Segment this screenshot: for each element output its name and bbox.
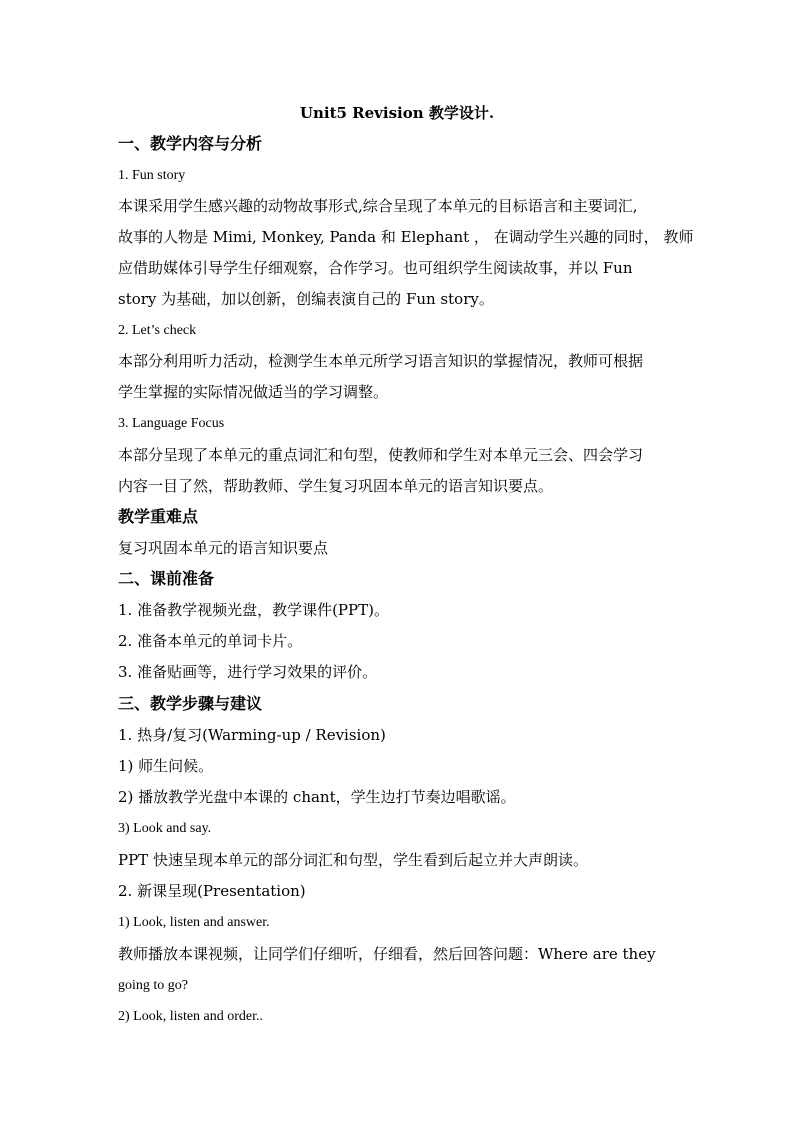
preparation-item: 2. 准备本单元的单词卡片。 [118, 632, 303, 650]
step-warming-up-label: 1. 热身/复习(Warming-up / Revision) [118, 726, 386, 744]
section-heading-teaching-steps: 三、教学步骤与建议 [118, 694, 263, 713]
fun-story-paragraph-line: 故事的人物是 Mimi, Monkey, Panda 和 Elephant ， 在调动学生兴趣的同时， 教师 [118, 228, 694, 246]
fun-story-label: 1. Fun story [118, 168, 186, 183]
lets-check-label: 2. Let’s check [118, 323, 197, 338]
fun-story-paragraph-line: story 为基础，加以创新，创编表演自己的 Fun story。 [118, 290, 494, 308]
lets-check-paragraph-line: 本部分利用听力活动，检测学生本单元所学习语言知识的掌握情况，教师可根据 [118, 352, 644, 370]
step-presentation-label: 2. 新课呈现(Presentation) [118, 882, 306, 900]
fun-story-paragraph-line: 本课采用学生感兴趣的动物故事形式,综合呈现了本单元的目标语言和主要词汇, [118, 197, 638, 215]
step-item: 3) Look and say. [118, 821, 212, 836]
language-focus-paragraph-line: 本部分呈现了本单元的重点词汇和句型，使教师和学生对本单元三会、四会学习 [118, 446, 644, 464]
preparation-item: 1. 准备教学视频光盘，教学课件(PPT)。 [118, 601, 389, 619]
lets-check-paragraph-line: 学生掌握的实际情况做适当的学习调整。 [118, 383, 389, 401]
language-focus-label: 3. Language Focus [118, 416, 225, 431]
step-item: 2) Look, listen and order.. [118, 1009, 264, 1024]
step-item-text: going to go? [118, 978, 188, 993]
key-points-text: 复习巩固本单元的语言知识要点 [118, 539, 329, 557]
step-item: 1) 师生问候。 [118, 757, 214, 775]
language-focus-paragraph-line: 内容一目了然，帮助教师、学生复习巩固本单元的语言知识要点。 [118, 477, 554, 495]
document-title: Unit5 Revision 教学设计. [299, 104, 495, 122]
section-heading-content-analysis: 一、教学内容与分析 [118, 134, 263, 153]
step-item-text: 教师播放本课视频，让同学们仔细听，仔细看，然后回答问题：Where are they [118, 945, 656, 963]
section-heading-preparation: 二、课前准备 [118, 569, 215, 588]
key-points-heading: 教学重难点 [118, 507, 199, 526]
step-item: 1) Look, listen and answer. [118, 915, 270, 930]
step-item: 2) 播放教学光盘中本课的 chant，学生边打节奏边唱歌谣。 [118, 788, 516, 806]
fun-story-paragraph-line: 应借助媒体引导学生仔细观察，合作学习。也可组织学生阅读故事，并以 Fun [118, 259, 633, 277]
preparation-item: 3. 准备贴画等，进行学习效果的评价。 [118, 663, 378, 681]
step-item-text: PPT 快速呈现本单元的部分词汇和句型，学生看到后起立并大声朗读。 [118, 851, 588, 869]
